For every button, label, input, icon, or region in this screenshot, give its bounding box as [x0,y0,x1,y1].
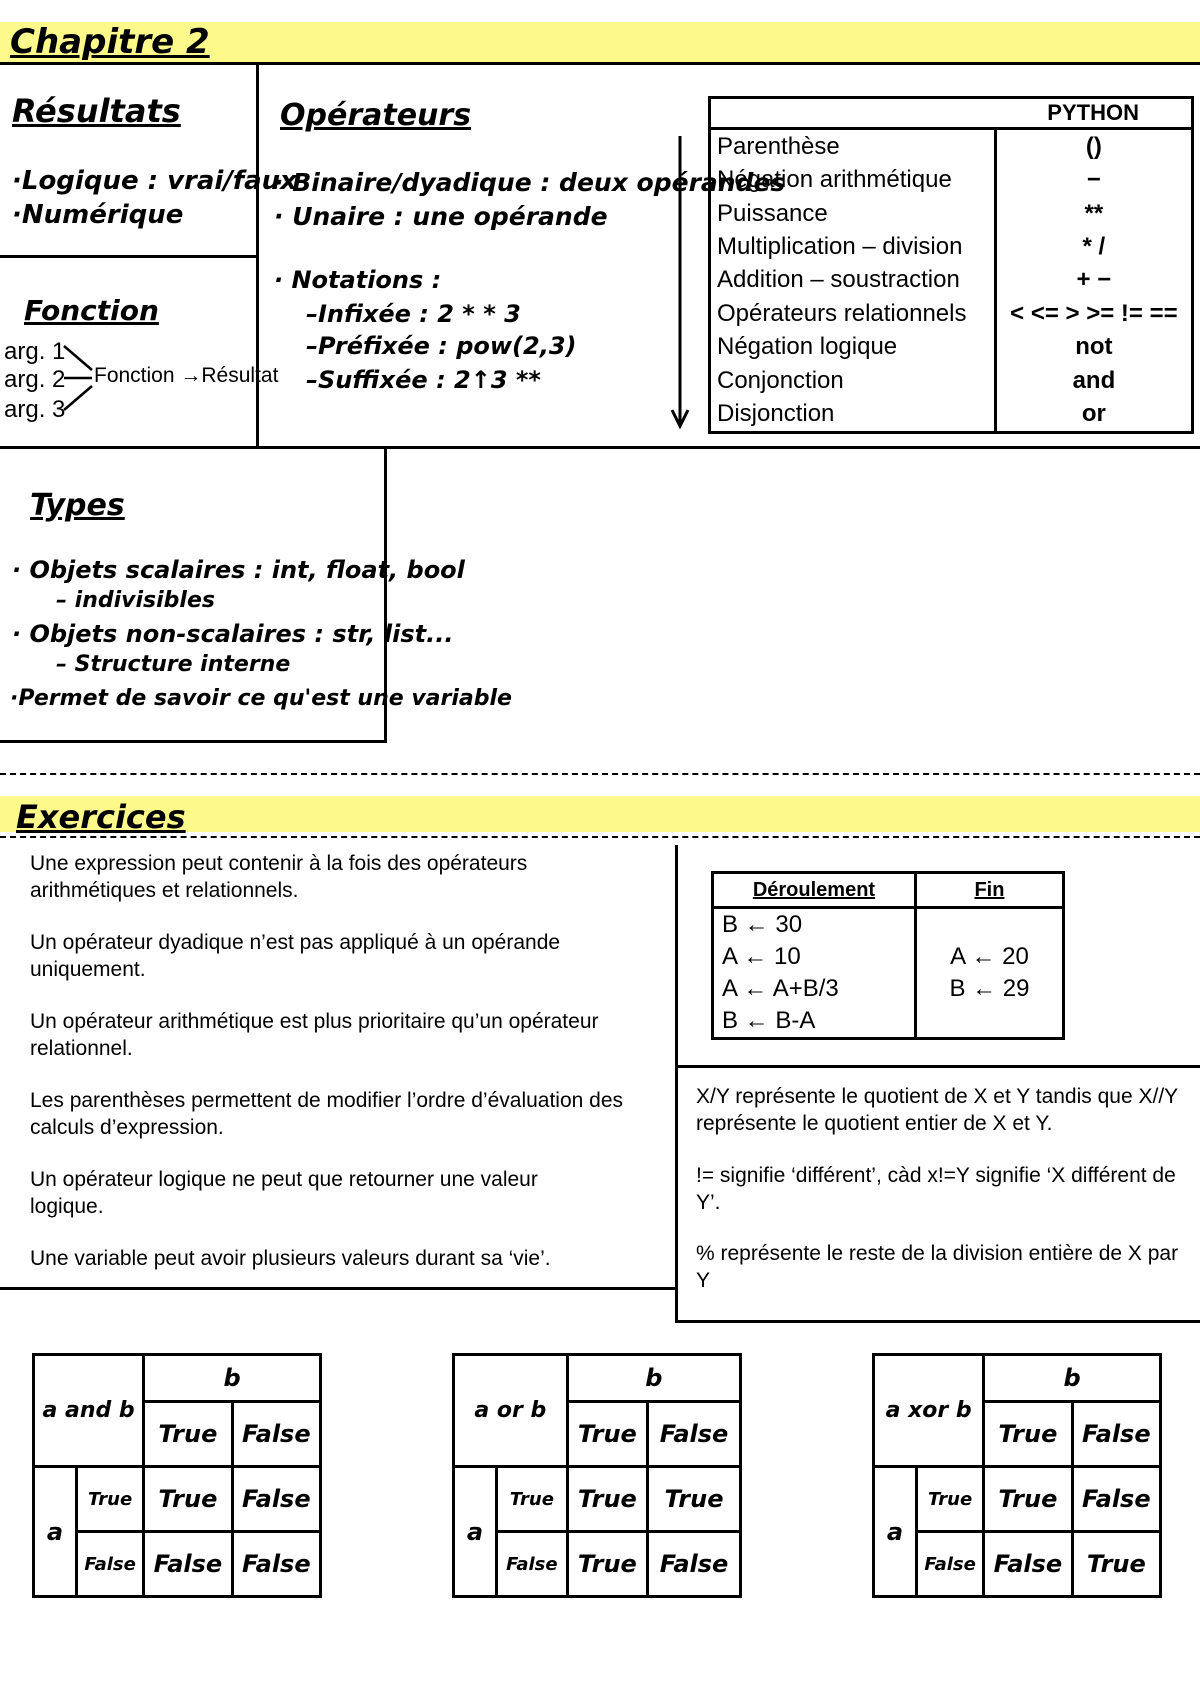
row-name: Parenthèse [717,132,840,160]
row-op: and [995,364,1192,397]
notation-suffixee: –Suffixée : 2↑3 ** [306,366,541,394]
truth-col-header: True [567,1402,647,1467]
truth-cell: True [984,1467,1072,1532]
exercise-statement-4: Les parenthèses permettent de modifier l’ordre d’évaluation des calculs d’expression. [30,1089,624,1139]
exercices-underline [0,836,1200,838]
program-step: A ← 10 [722,943,801,970]
truth-op-label: a and b [34,1355,144,1467]
truth-row-header: False [497,1532,568,1597]
python-table-empty-header [710,98,996,129]
truth-col-header: False [232,1402,320,1467]
truth-row-header: False [77,1532,144,1597]
exercise-statement-6: Une variable peut avoir plusieurs valeurs durant sa ‘vie’. [30,1247,551,1270]
row-name: Addition – soustraction [717,266,960,294]
program-result: B ← 29 [949,975,1030,1002]
row-op: * / [995,230,1192,263]
truth-a-label: a [34,1467,77,1597]
truth-col-header: False [648,1402,741,1467]
program-col-fin: Fin [915,873,1063,908]
types-line-scalaires: · Objets scalaires : int, float, bool [12,556,465,584]
exercices-right-bottom [675,1320,1200,1323]
truth-row-header: True [497,1467,568,1532]
fonction-arg-1: arg. 1 [4,338,66,365]
types-line-variable: ·Permet de savoir ce qu'est une variable [10,686,512,711]
exercise-statement-1: Une expression peut contenir à la fois des opérateurs arithmétiques et relationnels. [30,852,528,902]
program-step: B ← B-A [722,1007,816,1034]
exercices-right-divider [675,1065,1200,1068]
row-name: Puissance [717,199,828,227]
row-op: ** [995,197,1192,230]
types-box-bottom [0,740,387,743]
section-separator [0,773,1200,775]
program-trace-table [711,871,1065,1040]
operateurs-item-unaire: · Unaire : une opérande [274,202,608,231]
truth-cell: False [232,1532,320,1597]
truth-row-header: False [917,1532,984,1597]
exercise-note-modulo: % représente le reste de la division entière de X par Y [696,1242,1179,1292]
table-row [710,397,1193,432]
exercise-note-division: X/Y représente le quotient de X et Y tandis que X//Y représente le quotient entier de X et Y. [696,1085,1178,1135]
truth-cell: True [567,1467,647,1532]
fonction-heading: Fonction [24,294,159,327]
truth-cell: False [984,1532,1072,1597]
program-results-cell [915,908,1063,1039]
truth-a-label: a [874,1467,917,1597]
operateurs-heading: Opérateurs [280,98,472,133]
truth-b-label: b [144,1355,321,1402]
table-row [710,331,1193,364]
notation-infixee: –Infixée : 2 * * 3 [306,300,521,328]
row-op: − [995,163,1192,196]
truth-b-label: b [567,1355,740,1402]
row-name: Disjonction [717,400,835,428]
divider-resultats-fonction [0,255,258,258]
row-op: () [995,129,1192,164]
exercices-left-bottom [0,1287,678,1290]
table-row [710,129,1193,164]
truth-a-label: a [454,1467,497,1597]
truth-op-label: a xor b [874,1355,984,1467]
truth-cell: False [1072,1467,1160,1532]
table-row [710,297,1193,330]
fonction-flow: Fonction →Résultat [94,364,279,387]
program-result: A ← 20 [950,943,1029,970]
truth-row-header: True [917,1467,984,1532]
truth-table-or [452,1353,742,1598]
operateurs-item-binaire: · Binaire/dyadique : deux opérandes [274,168,786,197]
row-name: Opérateurs relationnels [717,299,967,327]
priority-arrow [668,134,692,430]
row-op: < <= > >= != == [995,297,1192,330]
notation-prefixee: –Préfixée : pow(2,3) [306,332,577,360]
truth-op-label: a or b [454,1355,568,1467]
exercise-statement-3: Un opérateur arithmétique est plus prioritaire qu’un opérateur relationnel. [30,1010,599,1060]
operateurs-notations-label: · Notations : [274,266,442,294]
types-heading: Types [30,488,125,523]
resultats-heading: Résultats [12,92,181,130]
truth-cell: True [144,1467,232,1532]
types-line-non-scalaires: · Objets non-scalaires : str, list... [12,620,454,648]
exercise-statement-5: Un opérateur logique ne peut que retourner une valeur logique. [30,1168,538,1218]
exercices-heading: Exercices [16,798,186,836]
table-row [710,197,1193,230]
python-priority-table [708,96,1194,434]
truth-cell: True [1072,1532,1160,1597]
truth-col-header: True [984,1402,1072,1467]
row-name: Multiplication – division [717,233,963,261]
truth-cell: False [144,1532,232,1597]
truth-cell: True [567,1532,647,1597]
table-row [710,364,1193,397]
table-row [710,264,1193,297]
truth-table-xor [872,1353,1162,1598]
program-step: B ← 30 [722,911,803,938]
truth-cell: True [648,1467,741,1532]
row-op: or [995,397,1192,432]
truth-table-and [32,1353,322,1598]
table-row [710,230,1193,263]
chapter-title: Chapitre 2 [10,22,210,62]
exercise-statement-2: Un opérateur dyadique n’est pas appliqué à un opérande uniquement. [30,931,561,981]
program-steps-cell [713,908,916,1039]
program-col-deroulement: Déroulement [713,873,916,908]
program-step: A ← A+B/3 [722,975,839,1002]
resultats-item-logique: ·Logique : vrai/faux [12,166,297,196]
types-line-indivisibles: – indivisibles [56,588,215,613]
row-name: Négation arithmétique [717,166,952,194]
row-name: Conjonction [717,366,844,394]
truth-row-header: True [77,1467,144,1532]
exercise-note-different: != signifie ‘différent’, càd x!=Y signifie ‘X différent de Y’. [696,1164,1176,1214]
resultats-item-numerique: ·Numérique [12,200,184,230]
truth-col-header: False [1072,1402,1160,1467]
chapter-underline [0,62,1200,65]
truth-cell: False [648,1532,741,1597]
truth-col-header: True [144,1402,232,1467]
fonction-arg-3: arg. 3 [4,396,66,423]
table-row [710,163,1193,196]
row-op: not [995,331,1192,364]
divider-top-section-bottom [0,446,1200,449]
python-table-header: PYTHON [995,98,1192,129]
row-op: + − [995,264,1192,297]
exercices-vertical-divider [675,845,678,1323]
fonction-arg-2: arg. 2 [4,366,66,393]
truth-b-label: b [984,1355,1161,1402]
types-line-structure: – Structure interne [56,652,291,677]
truth-cell: False [232,1467,320,1532]
row-name: Négation logique [717,333,898,361]
